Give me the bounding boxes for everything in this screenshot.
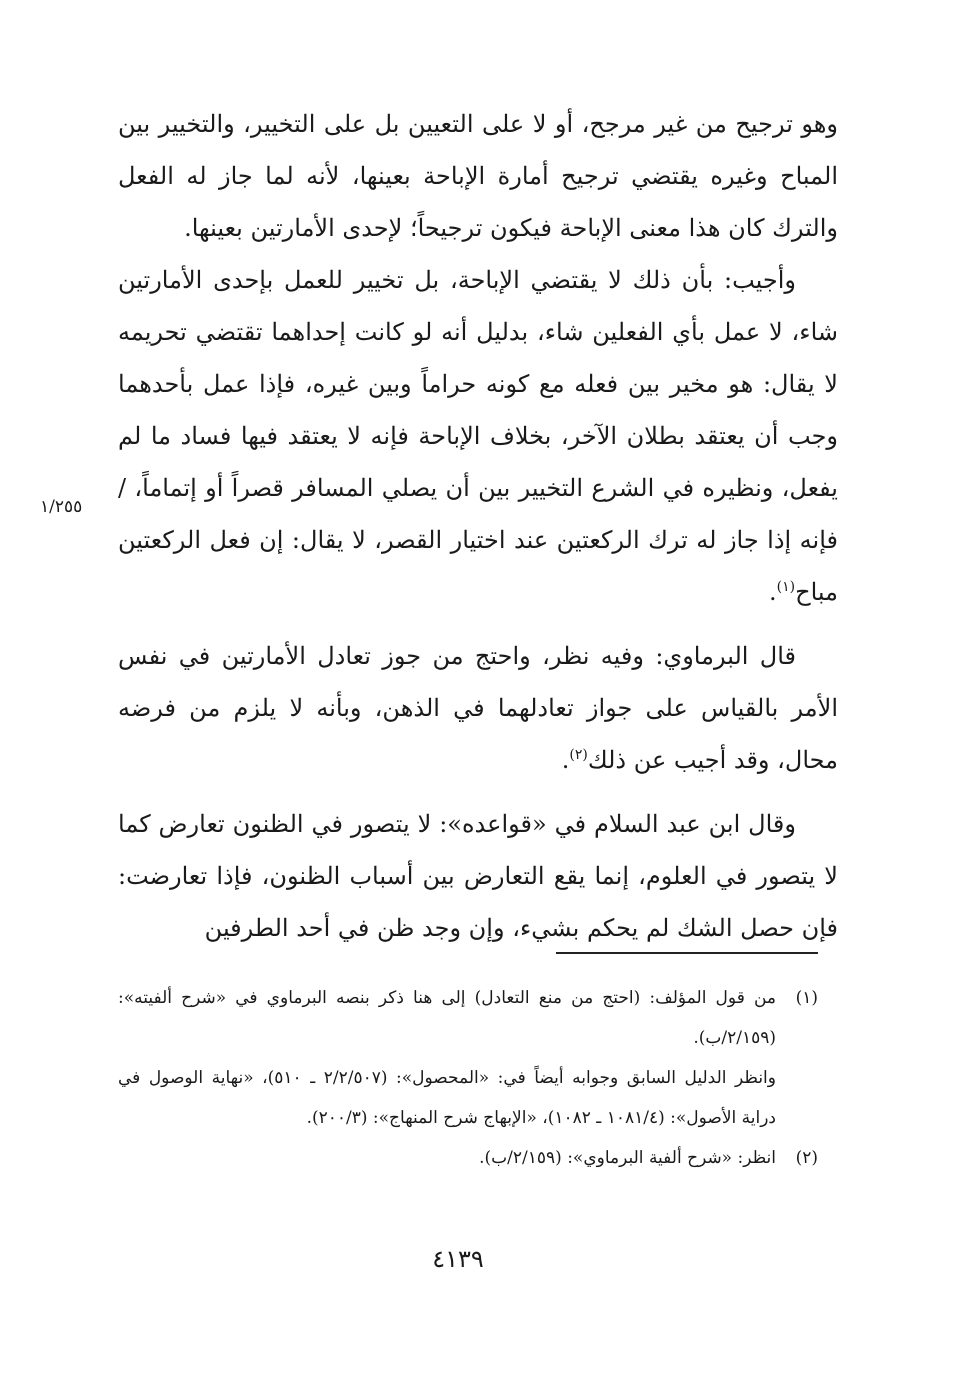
- page-number: ٤١٣٩: [432, 1245, 484, 1273]
- paragraph-4: [118, 798, 838, 954]
- footnote-separator: [556, 952, 818, 954]
- footnote-2-number: (٢): [795, 1148, 818, 1168]
- main-text: [118, 98, 838, 954]
- footnote-1: [118, 978, 818, 1058]
- footnote-ref-1: (١): [776, 579, 796, 595]
- paragraph-3: [118, 630, 838, 786]
- paragraph-3-text: قال البرماوي: وفيه نظر، واحتج من جوز تعادل الأمارتين في نفس الأمر بالقياس على جواز تعادلهما في الذهن، وبأنه لا يلزم من فرضه محال، وقد أجيب عن ذلك: [118, 642, 838, 774]
- margin-folio-note: ١/٢٥٥: [40, 497, 83, 517]
- paragraph-2-text: وأجيب: بأن ذلك لا يقتضي الإباحة، بل تخيير للعمل بإحدى الأمارتين شاء، لا عمل بأي الفعلين شاء، بدليل أنه لو كانت إحداهما تقتضي تحريمه لا يقال: هو مخير بين فعله مع كونه حراماً وبين غيره، فإذا عمل بأحدهما وجب أن يعتقد بطلان الآخر، بخلاف الإباحة فإنه لا يعتقد فيها فساد ما لم يفعل، ونظيره في الشرع التخيير بين أن يصلي المسافر قصراً أو إتماماً، / فإنه إذا جاز له ترك الركعتين عند اختيار القصر، لا يقال: إن فعل الركعتين مباح: [118, 266, 838, 606]
- footnote-2-text: انظر: «شرح ألفية البرماوي»: (٢/١٥٩/ب).: [479, 1148, 776, 1168]
- footnotes: [118, 978, 818, 1178]
- paragraph-3-end: .: [561, 746, 570, 774]
- footnote-1-number: (١): [795, 988, 818, 1008]
- paragraph-2: [118, 254, 838, 618]
- paragraph-1: [118, 98, 838, 254]
- footnote-1-text: من قول المؤلف: (احتج من منع التعادل) إلى هنا ذكر بنصه البرماوي في «شرح ألفيته»: (٢/١٥٩/ب).: [118, 988, 776, 1048]
- paragraph-1-text: وهو ترجيح من غير مرجح، أو لا على التعيين بل على التخيير، والتخيير بين المباح وغيره يقتضي ترجيح أمارة الإباحة بعينها، لأنه لما جاز له الفعل والترك كان هذا معنى الإباحة فيكون ترجيحاً؛ لإحدى الأمارتين بعينها.: [118, 110, 838, 242]
- paragraph-4-text: وقال ابن عبد السلام في «قواعده»: لا يتصور في الظنون تعارض كما لا يتصور في العلوم، إنما يقع التعارض بين أسباب الظنون، فإذا تعارضت: فإن حصل الشك لم يحكم بشيء، وإن وجد ظن في أحد الطرفين: [118, 810, 838, 942]
- paragraph-2-end: .: [768, 578, 777, 606]
- footnote-ref-2: (٢): [569, 747, 588, 763]
- footnote-1-continuation: وانظر الدليل السابق وجوابه أيضاً في: «المحصول»: (٢/٢/٥٠٧ ـ ٥١٠)، «نهاية الوصول في دراية الأصول»: (١٠٨١/٤ ـ ١٠٨٢)، «الإبهاج شرح المنهاج»: (٢٠٠/٣).: [118, 1068, 776, 1128]
- footnote-2: [118, 1138, 818, 1178]
